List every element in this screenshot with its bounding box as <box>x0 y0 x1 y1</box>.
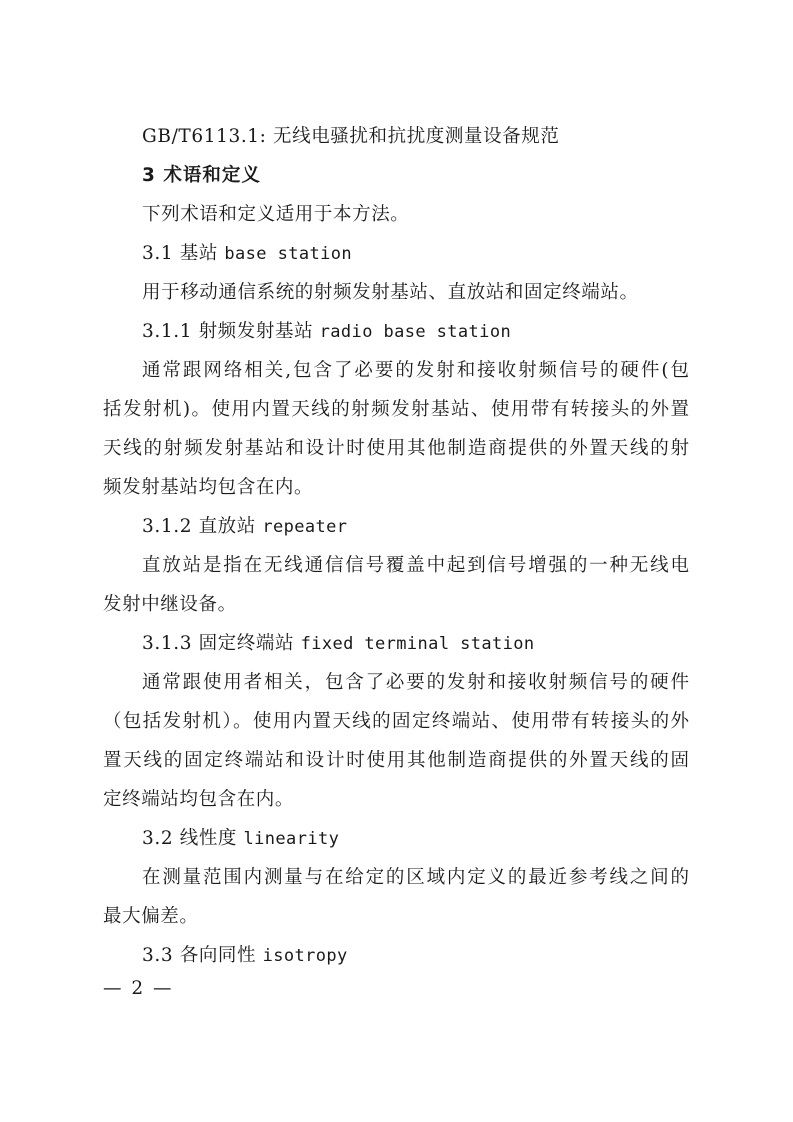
term-english: linearity <box>243 829 340 849</box>
intro-paragraph: 下列术语和定义适用于本方法。 <box>142 204 410 225</box>
section-heading: 3 术语和定义 <box>142 165 261 186</box>
definition-3-1-1-line: 天线的射频发射基站和设计时使用其他制造商提供的外置天线的射 <box>103 438 689 459</box>
definition-3-1: 用于移动通信系统的射频发射基站、直放站和固定终端站。 <box>142 282 639 303</box>
term-name: 固定终端站 <box>198 633 295 654</box>
definition-3-1-3-line: 定终端站均包含在内。 <box>103 789 295 810</box>
term-name: 直放站 <box>198 516 256 537</box>
definition-3-1-1-line: 频发射基站均包含在内。 <box>103 477 314 498</box>
term-number: 3.1 <box>142 243 174 264</box>
definition-3-1-3-line: 通常跟使用者相关，包含了必要的发射和接收射频信号的硬件 <box>142 672 689 693</box>
definition-3-1-1-line: 括发射机)。使用内置天线的射频发射基站、使用带有转接头的外置 <box>103 399 689 420</box>
term-english: repeater <box>262 517 348 537</box>
definition-3-1-3-line: 置天线的固定终端站和设计时使用其他制造商提供的外置天线的固 <box>103 750 689 771</box>
definition-3-2-line: 最大偏差。 <box>103 906 199 927</box>
term-number: 3.2 <box>142 828 174 849</box>
definition-3-1-1-line: 通常跟网络相关,包含了必要的发射和接收射频信号的硬件(包 <box>142 360 689 381</box>
term-3-1 <box>142 241 352 267</box>
term-name: 各向同性 <box>179 945 257 966</box>
definition-3-1-2-line: 直放站是指在无线通信信号覆盖中起到信号增强的一种无线电 <box>142 555 689 576</box>
term-number: 3.1.3 <box>142 633 193 654</box>
term-number: 3.1.1 <box>142 321 193 342</box>
term-name: 射频发射基站 <box>198 321 314 342</box>
term-name: 线性度 <box>179 828 238 849</box>
definition-3-2-line: 在测量范围内测量与在给定的区域内定义的最近参考线之间的 <box>142 867 689 888</box>
term-english: isotropy <box>262 946 348 966</box>
reference-standard-line: GB/T6113.1: 无线电骚扰和抗扰度测量设备规范 <box>142 126 560 147</box>
term-name: 基站 <box>179 243 218 264</box>
term-number: 3.3 <box>142 945 174 966</box>
term-number: 3.1.2 <box>142 516 193 537</box>
definition-3-1-3-line: （包括发射机）。使用内置天线的固定终端站、使用带有转接头的外 <box>103 711 689 732</box>
term-english: radio base station <box>319 322 512 342</box>
term-english: base station <box>224 244 353 264</box>
term-3-1-3 <box>142 631 535 657</box>
term-english: fixed terminal station <box>300 634 535 654</box>
term-3-2 <box>142 826 339 852</box>
term-3-1-1 <box>142 319 511 345</box>
page-number: — 2 — <box>103 978 174 999</box>
definition-3-1-2-line: 发射中继设备。 <box>103 594 237 615</box>
term-3-3 <box>142 943 348 969</box>
term-3-1-2 <box>142 514 347 540</box>
